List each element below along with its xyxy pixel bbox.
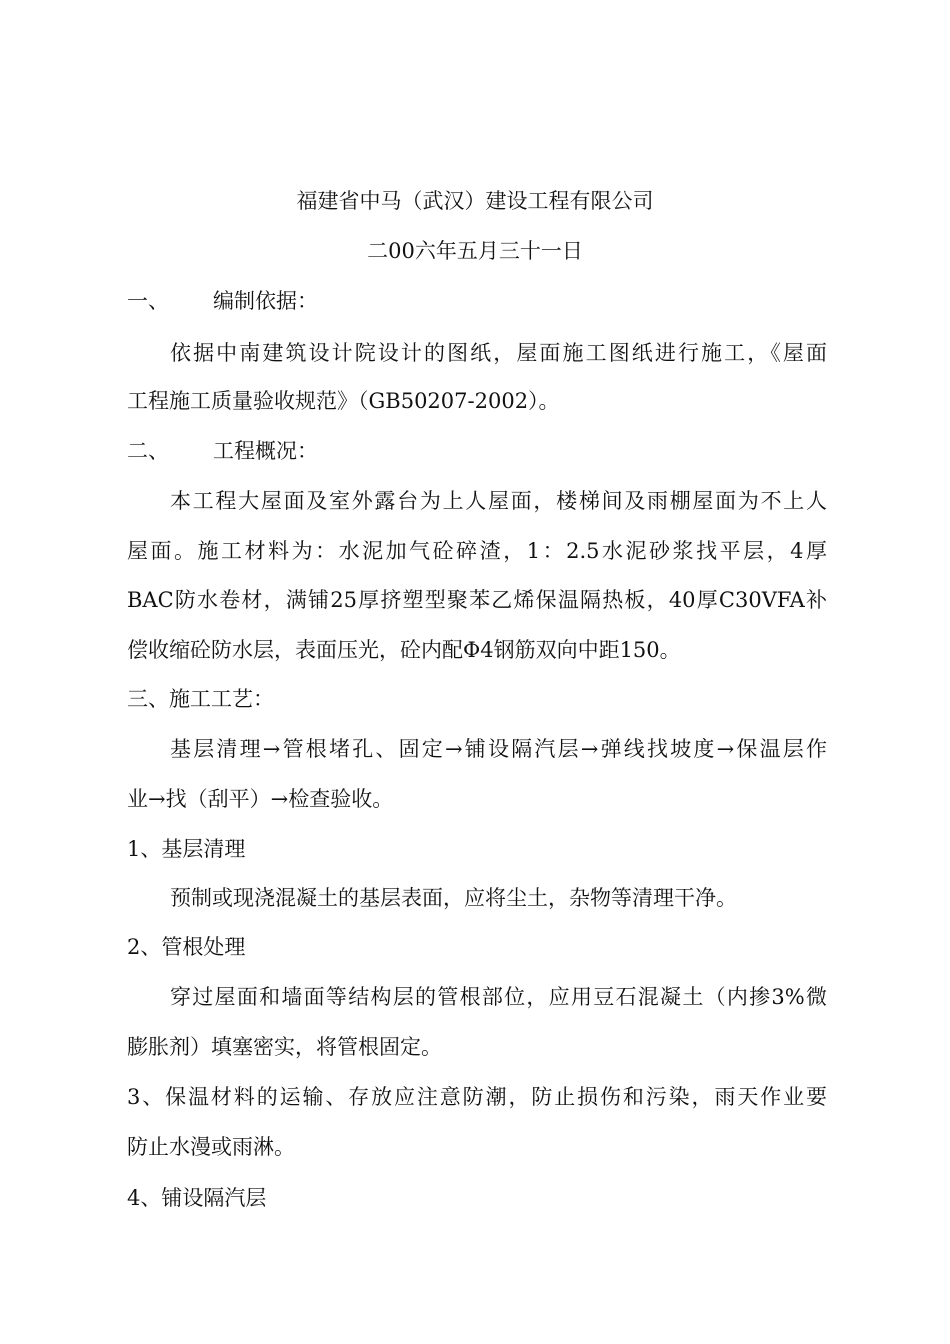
paragraph-line: 依据中南建筑设计院设计的图纸，屋面施工图纸进行施工，《屋面 [170,341,827,365]
paragraph-line: 屋面。施工材料为：水泥加气砼碎渣，1：2.5水泥砂浆找平层，4厚 [127,539,827,563]
paragraph-line: 3、保温材料的运输、存放应注意防潮，防止损伤和污染，雨天作业要 [127,1085,827,1109]
paragraph-line: 偿收缩砼防水层，表面压光，砼内配Φ4钢筋双向中距150。 [127,638,681,662]
section-title: 编制依据： [213,289,318,313]
paragraph-line: 预制或现浇混凝土的基层表面，应将尘土，杂物等清理干净。 [170,886,737,910]
paragraph-line: 防止水漫或雨淋。 [127,1135,295,1159]
paragraph-line: 工程施工质量验收规范》（GB50207-2002）。 [127,389,560,413]
paragraph-line: 穿过屋面和墙面等结构层的管根部位，应用豆石混凝土（内掺3%微 [170,985,827,1009]
item-heading: 4、铺设隔汽层 [127,1186,267,1210]
section-number: 二、 [127,439,169,463]
paragraph-line: 膨胀剂）填塞密实，将管根固定。 [127,1035,442,1059]
paragraph-line: 业→找（刮平）→检查验收。 [127,787,394,811]
item-heading: 2、管根处理 [127,935,246,959]
section-title: 工程概况： [213,439,318,463]
paragraph-line: BAC防水卷材，满铺25厚挤塑型聚苯乙烯保温隔热板，40厚C30VFA补 [127,588,827,612]
item-heading: 1、基层清理 [127,837,246,861]
company-name: 福建省中马（武汉）建设工程有限公司 [296,189,654,213]
paragraph-line: 基层清理→管根堵孔、固定→铺设隔汽层→弹线找坡度→保温层作 [170,737,827,761]
section-number: 一、 [127,289,169,313]
section-heading-process: 三、施工工艺： [127,687,274,711]
document-date: 二00六年五月三十一日 [367,239,583,263]
section-heading-overview [127,436,827,466]
paragraph-line: 本工程大屋面及室外露台为上人屋面，楼梯间及雨棚屋面为不上人 [170,489,827,513]
section-heading-basis [127,286,827,316]
